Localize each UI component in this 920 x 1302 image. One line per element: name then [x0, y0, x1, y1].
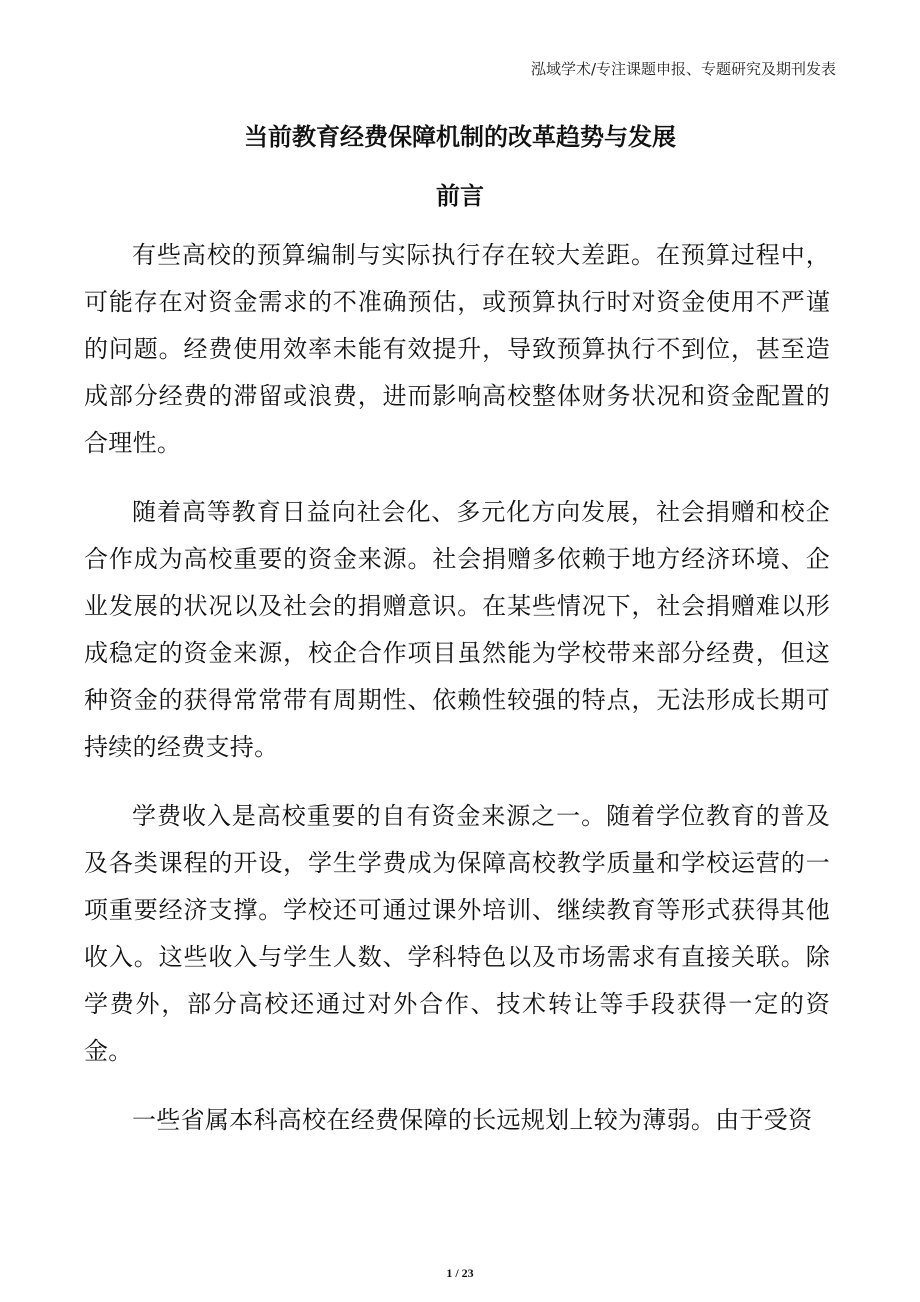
- paragraph: 一些省属本科高校在经费保障的长远规划上较为薄弱。由于受资: [132, 1106, 813, 1134]
- header-note: 泓域学术/专注课题申报、专题研究及期刊发表: [530, 60, 836, 78]
- paragraph: 学费收入是高校重要的自有资金来源之一。随着学位教育的普及及各类课程的开设，学生学费成为保障高校教学质量和学校运营的一项重要经济支撑。学校还可通过课外培训、继续教育等形式获得其他收入。这些收入与学生人数、学科特色以及市场需求有直接关联。除学费外，部分高校还通过对外合作、技术转让等手段获得一定的资金。: [84, 802, 830, 1065]
- paragraph: 有些高校的预算编制与实际执行存在较大差距。在预算过程中，可能存在对资金需求的不准确预估，或预算执行时对资金使用不严谨的问题。经费使用效率未能有效提升，导致预算执行不到位，甚至造成部分经费的滞留或浪费，进而影响高校整体财务状况和资金配置的合理性。: [84, 241, 830, 457]
- page-number: 1 / 23: [446, 1266, 474, 1280]
- document-body: [84, 232, 830, 1166]
- section-heading: 前言: [436, 182, 484, 210]
- paragraph: 随着高等教育日益向社会化、多元化方向发展，社会捐赠和校企合作成为高校重要的资金来源。社会捐赠多依赖于地方经济环境、企业发展的状况以及社会的捐赠意识。在某些情况下，社会捐赠难以形成稳定的资金来源，校企合作项目虽然能为学校带来部分经费，但这种资金的获得常常带有周期性、依赖性较强的特点，无法形成长期可持续的经费支持。: [84, 498, 830, 761]
- document-title: 当前教育经费保障机制的改革趋势与发展: [244, 123, 676, 151]
